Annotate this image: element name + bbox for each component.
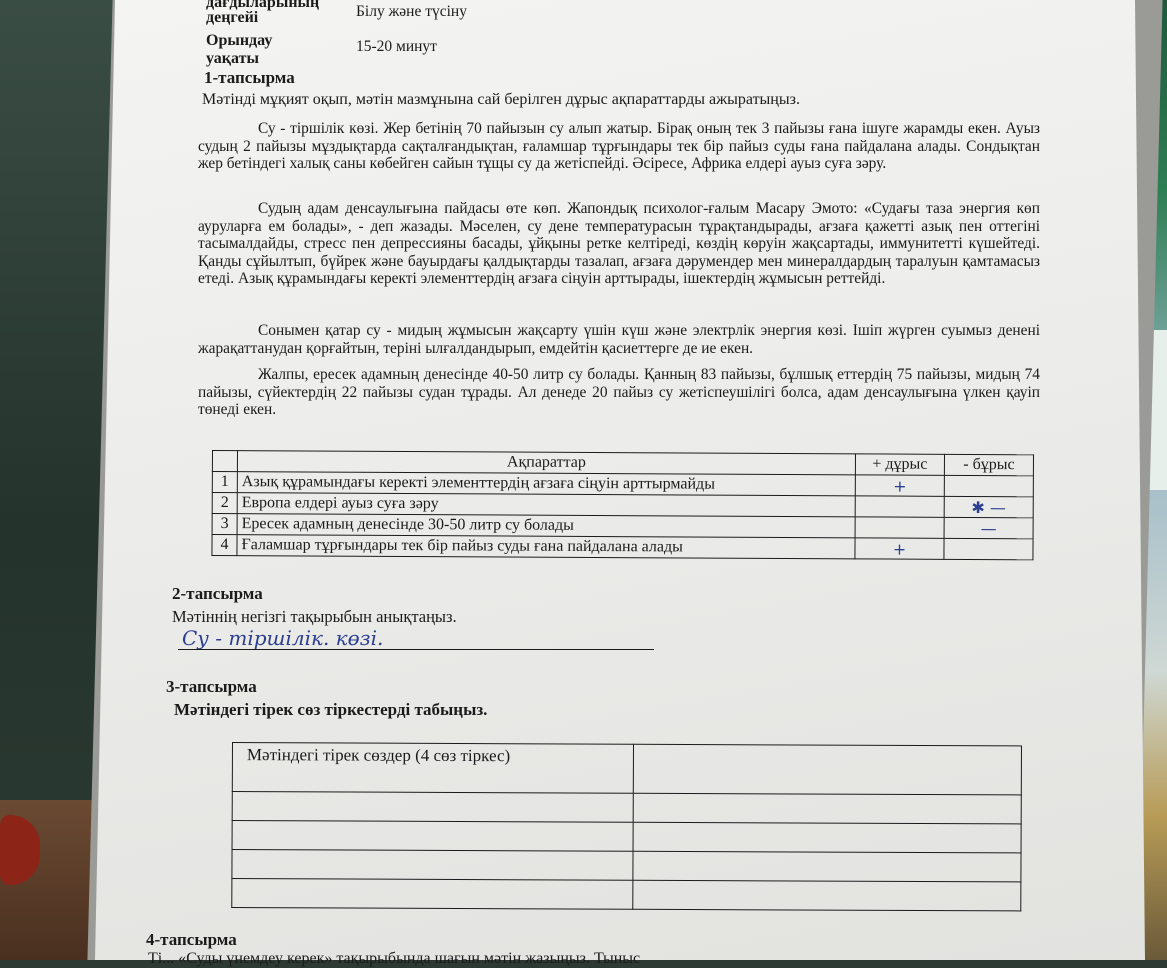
row-num: 1	[212, 472, 237, 493]
level-label: деңгейі	[206, 9, 259, 26]
time-label-1: Орындау	[206, 32, 273, 49]
task4-title: 4-тапсырма	[146, 930, 237, 949]
table-row	[232, 850, 1021, 882]
table-row	[232, 821, 1021, 853]
row-plus-mark: +	[855, 475, 944, 496]
row-minus-mark	[944, 475, 1033, 496]
time-label-2: уақаты	[206, 50, 259, 67]
row-plus-mark	[855, 517, 944, 538]
task3-title: 3-тапсырма	[166, 677, 257, 696]
row-text: Ересек адамның денесінде 30-50 литр су болады	[237, 514, 855, 538]
header-info: Ақпараттар	[237, 451, 855, 475]
task3-instruction: Мәтіндегі тірек сөз тіркестерді табыңыз.	[174, 700, 488, 719]
row-num: 4	[212, 535, 237, 556]
header-num	[212, 451, 237, 472]
row-plus-mark	[855, 496, 944, 517]
keywords-table	[231, 742, 1022, 911]
keywords-cell	[232, 850, 633, 881]
keywords-cell	[633, 880, 1021, 911]
level-value: Білу және түсіну	[356, 3, 467, 20]
task2-title: 2-тапсырма	[172, 584, 263, 603]
task1-instruction: Мәтінді мұқият оқып, мәтін мазмұнына сай берілген дұрыс ақпараттарды ажыратыңыз.	[202, 91, 800, 108]
table-row	[212, 535, 1033, 560]
task2-instruction: Мәтіннің негізгі тақырыбын анықтаңыз.	[172, 607, 457, 626]
keywords-cell	[633, 822, 1021, 853]
keywords-cell	[633, 744, 1021, 795]
task1-title: 1-тапсырма	[204, 68, 295, 87]
keywords-header-row	[232, 743, 1021, 795]
paragraph-2: Судың адам денсаулығына пайдасы өте көп. Жапондық психолог-ғалым Масару Эмото: «Судағы таза энергия көп ауруларға ем болады», - деп жазады. Мәселен, су дене температурасын тұрақтандырады, ағзаға қажетті азық пен оттегіні тасымалдайды, стресс пен депрессияны басады, ұйқыны ретке келтіреді, көздің көруін жақсартады, иммунитетті күшейтеді. Қанды сұйылтып, бүйрек және бауырдағы қалдықтарды тазалап, ағзаға дәрумендер мен минералдардың таралуын қамтамасыз етеді. Азық құрамындағы керекті элементтердің ағзаға сіңуін арттырады, ішектердің жұмысын реттейді.	[198, 200, 1040, 288]
keywords-header: Мәтіндегі тірек сөздер (4 сөз тіркес)	[232, 743, 633, 794]
paragraph-3: Сонымен қатар су - мидың жұмысын жақсарту үшін күш және электрлік энергия көзі. Ішіп жүрген суымыз денені жарақаттанудан қорғайтын, теріні ылғалдандырып, емдейтін қасиеттерге де ие екен.	[198, 322, 1040, 357]
table-row	[232, 879, 1021, 911]
row-text: Европа елдері ауыз суға зәру	[237, 493, 855, 517]
table-row	[232, 792, 1021, 824]
keywords-cell	[633, 851, 1021, 882]
keywords-cell	[232, 821, 633, 852]
keywords-cell	[232, 879, 633, 910]
handwritten-answer: Су - тіршілік. көзі.	[182, 626, 384, 650]
row-text: Азық құрамындағы керекті элементтердің ағзаға сіңуін арттырмайды	[237, 472, 855, 496]
row-plus-mark: +	[855, 538, 944, 559]
row-minus-mark: ✱ —	[944, 496, 1033, 517]
header-wrong: - бұрыс	[944, 454, 1033, 475]
paragraph-1: Су - тіршілік көзі. Жер бетінің 70 пайызын су алып жатыр. Бірақ оның тек 3 пайызы ғана ішуге жарамды екен. Ауыз судың 2 пайызы мұздықтарда сақталғандықтан, ғаламшар тұрғындары тек бір пайыз суды ғана пайдалана алады. Сондықтан жер бетіндегі халық саны көбейген сайын тұщы су да жетіспейді. Әсіресе, Африка елдері ауыз суға зәру.	[198, 120, 1040, 173]
time-value: 15-20 минут	[356, 38, 437, 55]
level-label-top: дағдыларының	[206, 0, 320, 11]
row-num: 2	[212, 493, 237, 514]
header-correct: + дұрыс	[855, 454, 944, 475]
answer-line	[178, 649, 654, 650]
row-num: 3	[212, 514, 237, 535]
keywords-cell	[232, 792, 633, 823]
task4-cut-text: Ті... «Суды үнемдеу керек» тақырыбында шағын мәтін жазыңыз. Тыныс	[148, 950, 641, 967]
paragraph-4: Жалпы, ересек адамның денесінде 40-50 литр су болады. Қанның 83 пайызы, бұлшық еттердің 75 пайызы, мидың 74 пайызы, сүйектердің 22 пайызы судан тұрады. Ал денеде 20 пайыз су жетіспеушілігі болса, адам денсаулығына үлкен қауіп төнеді екен.	[198, 366, 1040, 419]
info-table	[211, 450, 1034, 560]
row-minus-mark: —	[944, 517, 1033, 538]
row-minus-mark	[944, 538, 1033, 559]
row-text: Ғаламшар тұрғындары тек бір пайыз суды ғана пайдалана алады	[237, 535, 855, 559]
keywords-cell	[633, 793, 1021, 824]
